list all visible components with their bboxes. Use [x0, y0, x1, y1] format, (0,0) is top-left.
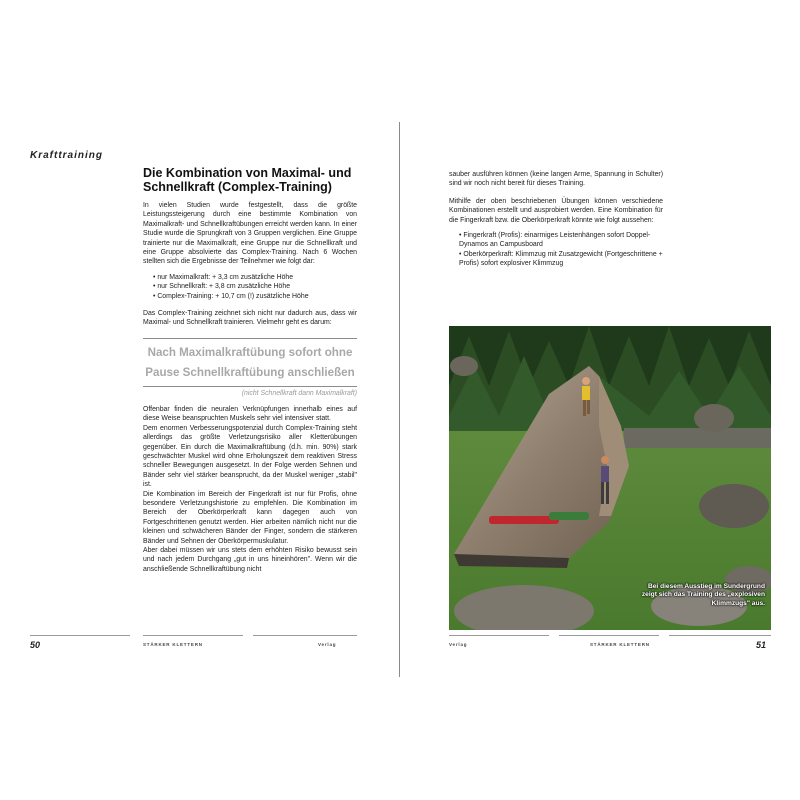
bouldering-photo [449, 326, 771, 630]
footer-rule [449, 635, 549, 636]
combinations-list [459, 231, 663, 269]
pull-quote-note: (nicht Schnellkraft dann Maximalkraft) [241, 389, 357, 397]
article-title: Die Kombination von Maximal- und Schnellkraft (Complex-Training) [143, 166, 352, 194]
pull-quote-line: Nach Maximalkraftübung sofort ohne [147, 345, 353, 359]
section-tag: Krafttraining [30, 150, 103, 161]
continuation-paragraph: sauber ausführen können (keine langen Arme, Spannung in Schulter) sind wir noch nicht bereit für dieses Training. [449, 171, 663, 188]
footer-rule [30, 635, 130, 636]
page-gutter [399, 122, 400, 677]
photo-caption: Bei diesem Ausstieg im Sundergrund zeigt sich das Training des „explosiven Klimmzugs" aus. [641, 582, 765, 607]
footer-book-title: STÄRKER KLETTERN [590, 642, 650, 647]
footer-rule [143, 635, 243, 636]
pull-quote-line: Pause Schnellkraftübung anschließen [145, 365, 355, 379]
combinations-paragraph: Mithilfe der oben beschriebenen Übungen können verschiedene Kombinationen erstellt und ausprobiert werden. Eine Kombination für die Fingerkraft bzw. die Oberkörperkraft könnte wie folgt aussehen: [449, 197, 663, 224]
footer-rule [253, 635, 357, 636]
footer-book-title: STÄRKER KLETTERN [143, 642, 203, 647]
body-paragraph: Dem enormen Verbesserungspotenzial durch Complex-Training steht allerdings das größte Verletzungsrisiko aller Kletterübungen gegenüber. Ein durch die Maximalkraftübung (d.h. min. 90%) stark geschwächter Muskel wird ohne Erholungszeit dem reaktiven Stress schneller Bewegungen ausgesetzt. In der Folge werden Sehnen und Bänder sehr viel stärker beansprucht, da der Muskel weniger „stabil" ist. [143, 424, 357, 489]
list-item: • Fingerkraft (Profis): einarmiges Leistenhängen sofort Doppel-Dynamos an Campusboard [459, 231, 663, 250]
results-list [153, 273, 357, 301]
body-paragraph: Aber dabei müssen wir uns stets dem erhöhten Risiko bewusst sein und nach jedem Durchgang „gut in uns hineinhören". Wenn wir die anschließende Schnellkraftübung nicht [143, 546, 357, 573]
complex-paragraph: Das Complex-Training zeichnet sich nicht nur dadurch aus, dass wir Maximal- und Schnellkraft trainieren. Vielmehr geht es darum: [143, 310, 357, 327]
footer-rule [669, 635, 771, 636]
page-number-right: 51 [756, 640, 767, 650]
right-column [449, 170, 663, 277]
page-number-left: 50 [30, 640, 41, 650]
footer-publisher: Verlag [318, 642, 337, 647]
list-item: • Oberkörperkraft: Klimmzug mit Zusatzgewicht (Fortgeschrittene + Profis) sofort explosiver Klimmzug [459, 250, 663, 269]
intro-paragraph: In vielen Studien wurde festgestellt, dass die größte Leistungssteigerung durch eine bestimmte Kombination von Maximalkraft- und Schnellkraftübungen erreicht werden kann. In einer Studie wurde die Sprungkraft von 3 Gruppen verglichen. Eine Gruppe trainierte nur die Maximalkraft, eine Gruppe nur die Schnellkraft und eine Gruppe absolvierte das Complex-Training. Nach 6 Wochen stellten sich die Ergebnisse der Teilnehmer wie folgt dar: [143, 202, 357, 266]
list-item: • nur Maximalkraft: + 3,3 cm zusätzliche Höhe [153, 273, 357, 282]
body-paragraph: Die Kombination im Bereich der Fingerkraft ist nur für Profis, ohne besondere Verletzungshistorie zu empfehlen. Die Kombination im Bereich der Oberkörperkraft kann dagegen auch von Fortgeschrittenen genutzt werden. Hier arbeiten nämlich nicht nur die kleinen und schwächeren Bänder der Finger, sondern die stärkeren Bänder und Sehnen der Oberkörpermuskulatur. [143, 490, 357, 545]
list-item: • nur Schnellkraft: + 3,8 cm zusätzliche Höhe [153, 282, 357, 291]
list-item: • Complex-Training: + 10,7 cm (!) zusätzliche Höhe [153, 292, 357, 301]
footer-publisher: Verlag [449, 642, 468, 647]
footer-rule [559, 635, 659, 636]
pull-quote [143, 338, 357, 387]
body-paragraph: Offenbar finden die neuralen Verknüpfungen innerhalb eines auf diese Weise beanspruchten Muskels sehr viel intensiver statt. [143, 405, 357, 423]
left-column [143, 166, 357, 574]
